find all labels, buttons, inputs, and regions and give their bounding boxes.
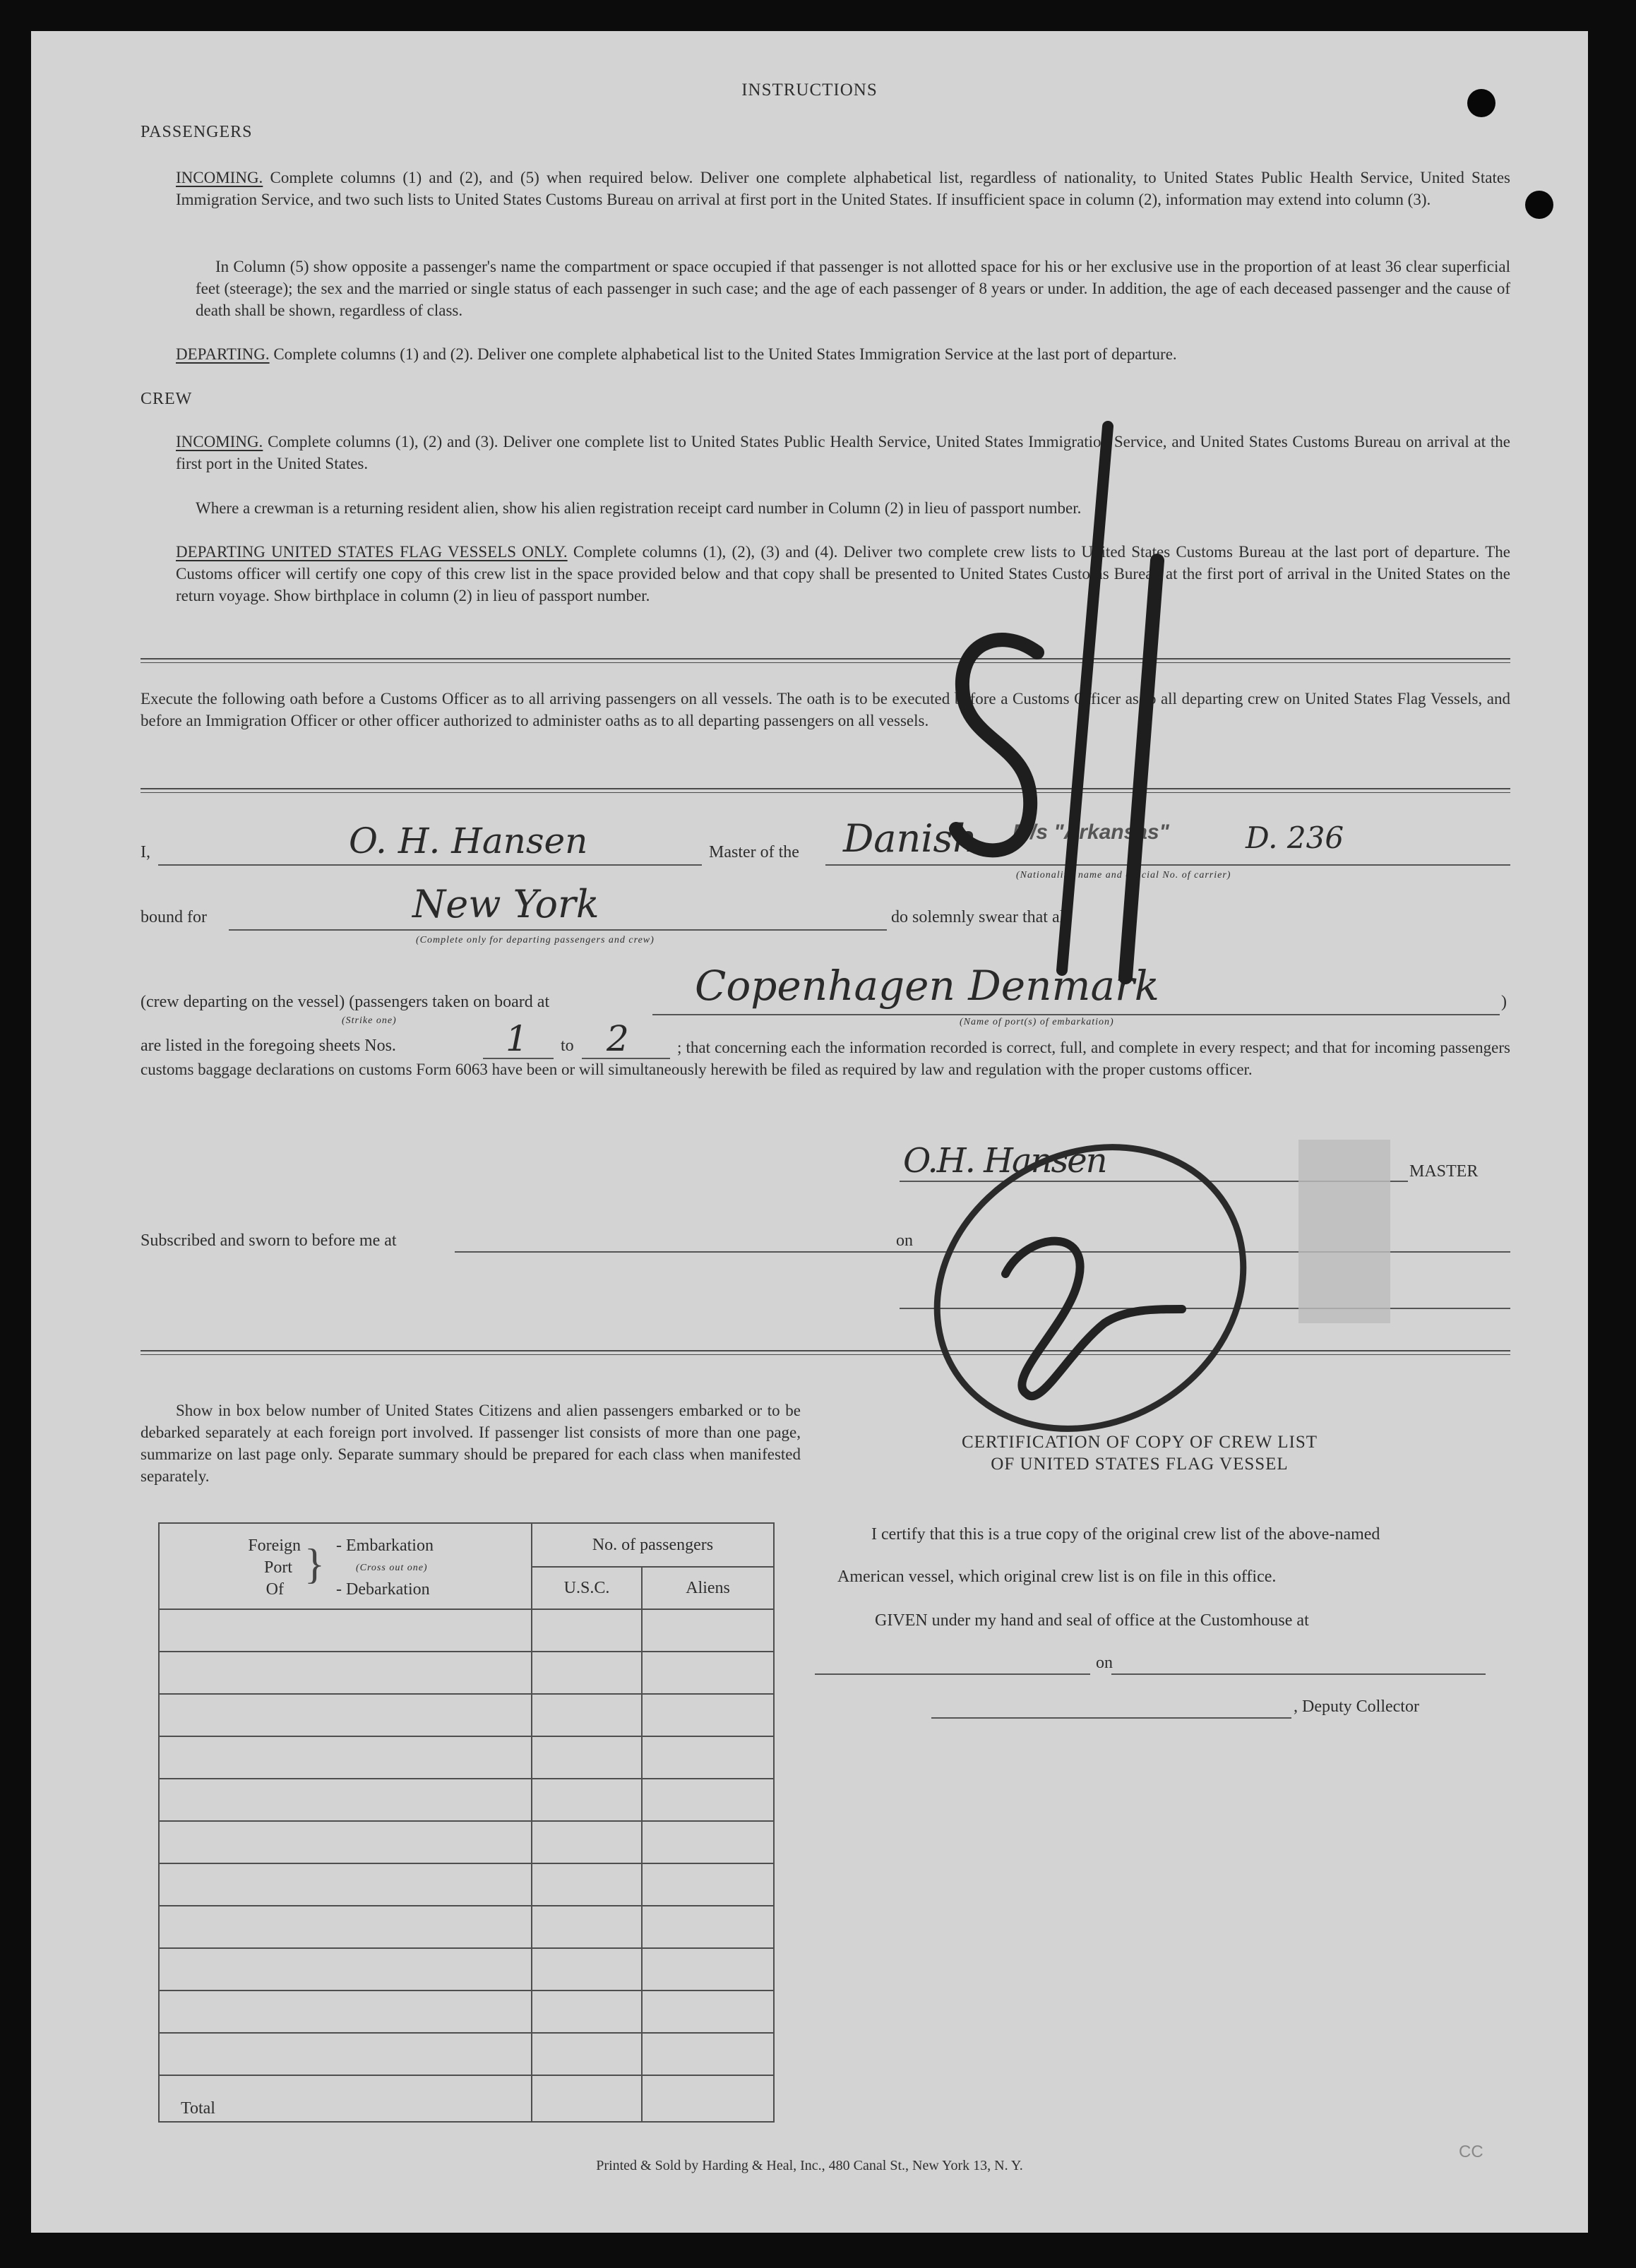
faded-stamp-smudge [1298,1140,1390,1323]
section-divider [141,1354,1510,1355]
summary-row [159,1736,774,1779]
usc-cell[interactable] [532,2033,642,2075]
passengers-departing-text: Complete columns (1) and (2). Deliver one complete alphabetical list to the United States Immigration Service at the last port of departure. [273,345,1177,363]
usc-cell[interactable] [532,1652,642,1694]
circled-number-text [31,31,32,32]
sheet-to-handwriting: 2 [607,1018,629,1059]
aliens-cell[interactable] [642,1609,774,1652]
master-signature-handwriting: O.H. Hansen [903,1141,1106,1181]
customhouse-place-field[interactable] [815,1673,1090,1675]
cross-out-caption: (Cross out one) [356,1563,428,1573]
aliens-cell[interactable] [642,1736,774,1779]
usc-cell[interactable] [532,1863,642,1906]
usc-cell[interactable] [532,1779,642,1821]
big-mark-s-stroke [956,640,1037,850]
crew-heading: CREW [141,390,193,408]
aliens-cell[interactable] [642,1863,774,1906]
bound-for-caption: (Complete only for departing passengers and crew) [416,935,655,945]
bound-for-label: bound for [141,908,207,926]
port-cell[interactable] [159,1821,532,1863]
aliens-cell[interactable] [642,1948,774,1991]
usc-cell[interactable] [532,1906,642,1948]
punch-hole [1525,191,1553,219]
certification-date-field[interactable] [1111,1673,1486,1675]
vessel-nationality-handwriting: Danish [843,816,978,861]
total-usc-cell[interactable] [532,2075,642,2122]
section-divider [141,662,1510,663]
aliens-cell[interactable] [642,1779,774,1821]
oath-i-label: I, [141,843,150,861]
document-page [31,31,1588,2233]
numeral-2-stroke [1005,1241,1182,1396]
crew-departing-paragraph [176,541,1510,607]
usc-cell[interactable] [532,1821,642,1863]
port-cell[interactable] [159,1863,532,1906]
aliens-cell[interactable] [642,1991,774,2033]
usc-cell[interactable] [532,1948,642,1991]
aliens-cell[interactable] [642,2033,774,2075]
oath-statement: ; that concerning each the information recorded is correct, full, and complete in every respect; and that for incoming passengers customs baggage declarations on customs Form 6063 have been or will simultaneously herewith be filed as required by law and regulation with the proper customs officer. [141,1039,1510,1078]
to-label: to [561,1037,574,1055]
certification-text-3: GIVEN under my hand and seal of office at the Customhouse at [875,1611,1309,1630]
summary-total-row [159,2075,774,2122]
big-mark-one-stroke [1126,561,1157,977]
vessel-name-stamp: M/s "Arkansas" [1013,820,1169,844]
col-usc-header: U.S.C. [532,1567,642,1609]
big-mark-slash-stroke [1062,426,1108,970]
circle-stroke [900,1111,1281,1450]
aliens-cell[interactable] [642,1821,774,1863]
col-aliens-header: Aliens [642,1567,774,1609]
certification-heading-1: CERTIFICATION OF COPY OF CREW LIST [961,1433,1318,1452]
subscribed-label: Subscribed and sworn to before me at [141,1231,397,1250]
certification-on-label: on [1096,1654,1113,1672]
summary-row [159,1991,774,2033]
embarkation-label[interactable]: - Embarkation [336,1536,434,1555]
total-aliens-cell[interactable] [642,2075,774,2122]
section-divider [141,658,1510,659]
total-label: Total [159,2075,532,2122]
usc-cell[interactable] [532,1991,642,2033]
port-cell[interactable] [159,1906,532,1948]
circled-number-2 [900,1111,1281,1450]
master-label: MASTER [1409,1162,1479,1181]
certification-text-2: American vessel, which original crew list is on file in this office. [837,1568,1277,1586]
port-cell[interactable] [159,1779,532,1821]
vessel-caption: (Nationality, name and official No. of carrier) [1016,870,1231,881]
port-cell[interactable] [159,1736,532,1779]
crew-departing-label: (crew departing on the vessel) (passengers taken on board at [141,993,550,1011]
subscribed-on-label: on [896,1231,913,1250]
close-paren: ) [1501,993,1507,1011]
aliens-cell[interactable] [642,1652,774,1694]
passengers-departing-label: DEPARTING. [176,345,270,363]
summary-row [159,2033,774,2075]
passenger-summary-table [158,1522,775,2123]
section-divider [141,788,1510,789]
port-cell[interactable] [159,1948,532,1991]
crew-departing-label: DEPARTING UNITED STATES FLAG VESSELS ONLY. [176,543,568,561]
passengers-column5-paragraph: In Column (5) show opposite a passenger's name the compartment or space occupied if that passenger is not allotted space for his or her exclusive use in the proportion of at least 36 clear superficial feet (steerage); the sex and the married or single status of each passenger in such case; and the age of each passenger of 8 years or under. In addition, the age of each deceased passenger and the cause of death shall be shown, regardless of class. [196,258,1510,319]
port-cell[interactable] [159,2033,532,2075]
summary-row [159,1779,774,1821]
oath-intro-paragraph: Execute the following oath before a Customs Officer as to all arriving passengers on all vessels. The oath is to be executed before a Customs Officer as to all departing crew on United States Flag Vessels, and before an Immigration Officer or other officer authorized to administer oaths as to all departing passengers on all vessels. [141,690,1510,729]
usc-cell[interactable] [532,1736,642,1779]
port-cell[interactable] [159,1652,532,1694]
col-foreign-label: Foreign [248,1536,301,1555]
col-passengers-header: No. of passengers [532,1523,774,1567]
passengers-incoming-paragraph [176,167,1510,210]
swear-label: do solemnly swear that all [891,908,1069,926]
deputy-collector-signature-field[interactable] [931,1717,1291,1719]
embarkation-port-field[interactable] [652,1014,1500,1015]
master-of-label: Master of the [709,843,799,861]
listed-label: are listed in the foregoing sheets Nos. [141,1037,396,1055]
corner-mark: CC [1459,2142,1483,2161]
master-name-handwriting: O. H. Hansen [349,820,588,861]
brace-icon: } [304,1541,325,1587]
crew-incoming-text: Complete columns (1), (2) and (3). Deliver one complete list to United States Public Health Service, United States Immigration Service, and United States Customs Bureau on arrival at the first port in the United States. [176,433,1511,472]
passengers-heading: PASSENGERS [141,123,253,141]
crew-resident-paragraph: Where a crewman is a returning resident alien, show his alien registration receipt card number in Column (2) in lieu of passport number. [196,499,1082,517]
sheet-from-handwriting: 1 [506,1018,528,1059]
usc-cell[interactable] [532,1609,642,1652]
printer-footer: Printed & Sold by Harding & Heal, Inc., 480 Canal St., New York 13, N. Y. [596,2158,1023,2173]
summary-header-row [159,1523,774,1567]
col-port-label: Port [263,1558,292,1577]
embarkation-port-handwriting: Copenhagen Denmark [695,962,1159,1010]
bound-for-field[interactable] [229,929,887,931]
summary-row [159,1609,774,1652]
port-cell[interactable] [159,1694,532,1736]
summary-row [159,1652,774,1694]
master-name-field[interactable] [158,864,702,866]
certification-text-1: I certify that this is a true copy of the original crew list of the above-named [871,1525,1380,1544]
big-mark-s-slash-1 [914,412,1253,991]
summary-row [159,1863,774,1906]
passengers-departing-paragraph [176,343,1510,365]
section-divider [141,792,1510,793]
passengers-incoming-text: Complete columns (1) and (2), and (5) when required below. Deliver one complete alphabetical list, regardless of nationality, to United States Public Health Service, United States Immigration Service, and two such lists to United States Customs Bureau on arrival at first port in the United States. If insufficient space in column (2), information may extend into column (3). [176,169,1510,208]
crew-departing-text: Complete columns (1), (2), (3) and (4). Deliver two complete crew lists to United States Customs Bureau at the last port of departure. The Customs officer will certify one copy of this crew list in the space provided below and that copy shall be presented to United States Customs Bureau at the first port of arrival in the United States on the return voyage. Show birthplace in column (2) in lieu of passport number. [176,543,1510,604]
aliens-cell[interactable] [642,1906,774,1948]
big-mark-text [31,31,32,32]
aliens-cell[interactable] [642,1694,774,1736]
crew-incoming-paragraph [176,431,1510,475]
summary-row [159,1948,774,1991]
summary-port-header [159,1523,532,1609]
summary-row [159,1694,774,1736]
embarkation-port-caption: (Name of port(s) of embarkation) [960,1017,1114,1027]
summary-instructions: Show in box below number of United States Citizens and alien passengers embarked or to be debarked separately at each foreign port involved. If passenger list consists of more than one page, summarize on last page only. Separate summary should be prepared for each class when manifested separately. [141,1402,801,1485]
usc-cell[interactable] [532,1694,642,1736]
bound-for-handwriting: New York [412,882,599,926]
strike-caption: (Strike one) [342,1015,397,1026]
vessel-number-handwriting: D. 236 [1246,820,1344,855]
port-cell[interactable] [159,1609,532,1652]
page-title: INSTRUCTIONS [741,80,878,100]
col-of-label: Of [265,1580,284,1599]
debarkation-label[interactable]: - Debarkation [336,1580,430,1599]
crew-incoming-label: INCOMING. [176,433,263,450]
certification-heading-2: OF UNITED STATES FLAG VESSEL [991,1455,1289,1474]
deputy-collector-label: , Deputy Collector [1294,1697,1419,1716]
section-divider [141,1350,1510,1351]
summary-row [159,1821,774,1863]
passengers-incoming-label: INCOMING. [176,169,263,186]
subscribed-place-field[interactable] [455,1251,924,1253]
summary-row [159,1906,774,1948]
port-cell[interactable] [159,1991,532,2033]
